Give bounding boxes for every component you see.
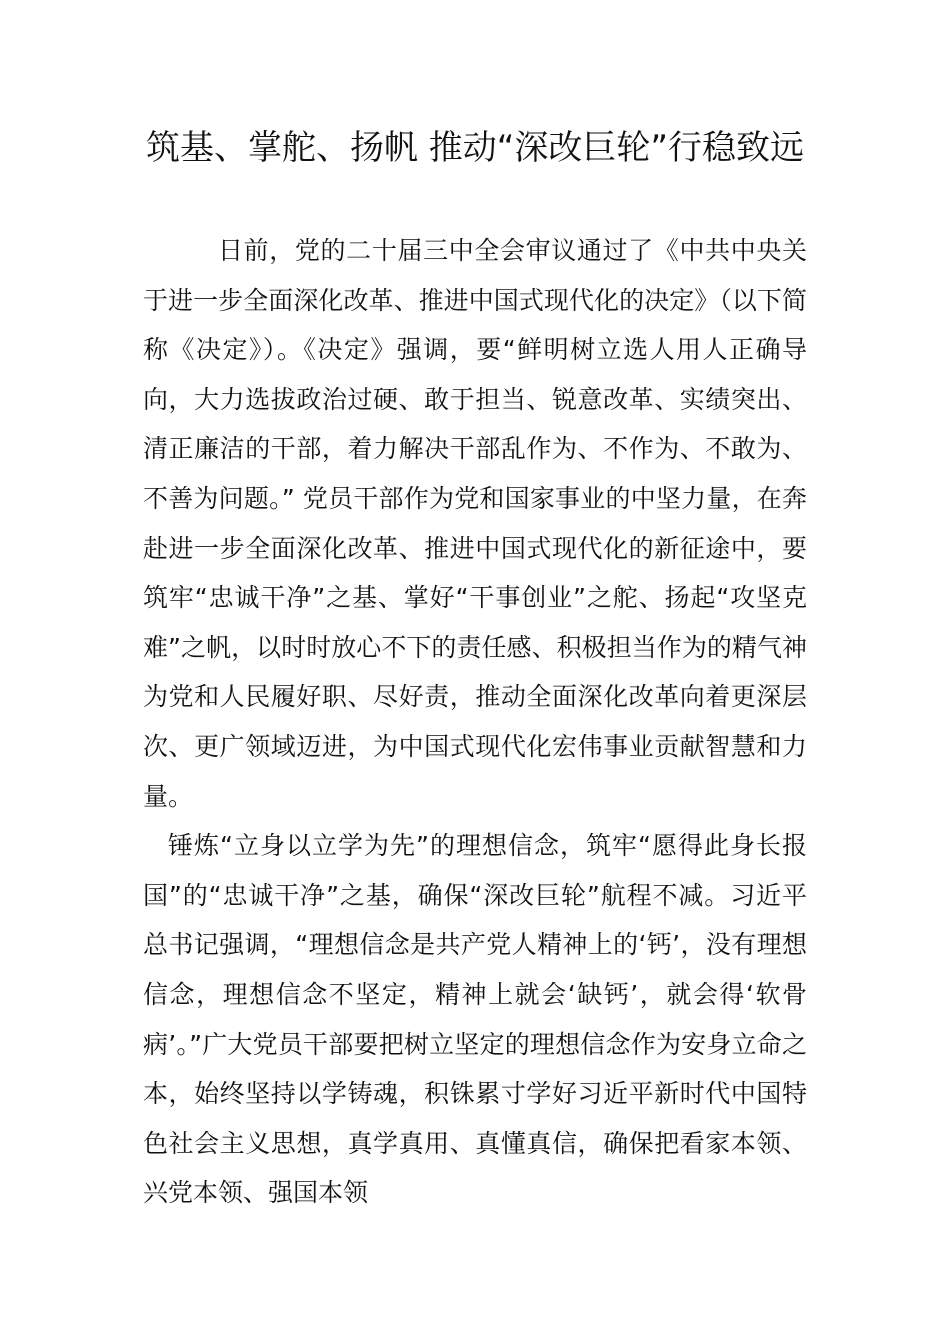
document-title: 筑基、掌舵、扬帆 推动“深改巨轮”行稳致远 bbox=[145, 128, 805, 168]
paragraph-intro: 日前，党的二十届三中全会审议通过了《中共中央关于进一步全面深化改革、推进中国式现代化的决定》（以下简称《决定》）。《决定》强调，要“鲜明树立选人用人正确导向，大力选拔政治过硬、敢于担当、锐意改革、实绩突出、清正廉洁的干部，着力解决干部乱作为、不作为、不敢为、不善为问题。” 党员干部作为党和国家事业的中坚力量，在奔赴进一步全面深化改革、推进中国式现代化的新征途中，要筑牢“忠诚干净”之基、掌好“干事创业”之舵、扬起“攻坚克难”之帆，以时时放心不下的责任感、积极担当作为的精气神为党和人民履好职、尽好责，推动全面深化改革向着更深层次、更广领域迈进，为中国式现代化宏伟事业贡献智慧和力量。 bbox=[143, 236, 807, 811]
document-body bbox=[143, 226, 807, 1218]
paragraph-ideals: 锤炼“立身以立学为先”的理想信念，筑牢“愿得此身长报国”的“忠诚干净”之基，确保“深改巨轮”航程不减。习近平总书记强调，“理想信念是共产党人精神上的‘钙’，没有理想信念，理想信念不坚定，精神上就会‘缺钙’，就会得‘软骨病’。”广大党员干部要把树立坚定的理想信念作为安身立命之本，始终坚持以学铸魂，积铢累寸学好习近平新时代中国特色社会主义思想，真学真用、真懂真信，确保把看家本领、兴党本领、强国本领 bbox=[143, 831, 807, 1208]
